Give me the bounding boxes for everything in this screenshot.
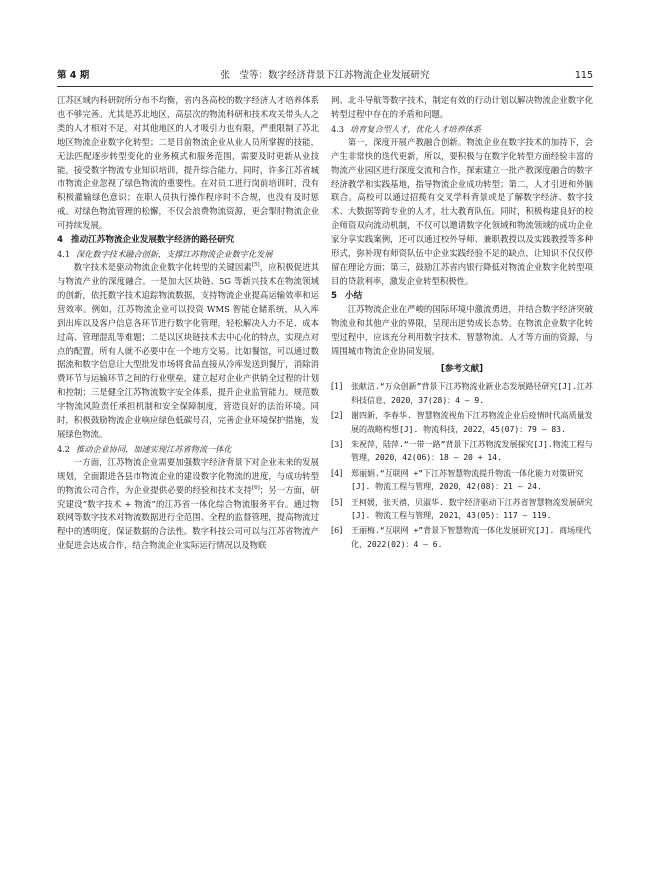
paragraph-intro: 江苏区域内科研院所分布不均衡，省内各高校的数字经济人才培养体系也不够完善。尤其是苏北地区，高层次的物流科研和技术攻关带头人之类的人才相对不足，对其他地区的人才吸引力也有限，严重限制了苏北地区物流企业数字化转型；二是目前物流企业从业人员所掌握的技能，无法匹配逐步转型变化的业务模式和服务范围，需要及时更新从业技能，接受数字物流专业知识培训，提升综合能力。同时，许多江苏省城市物流企业忽视了绿色物流的重要性。在对员工进行岗前培训时，没有积极灌输绿色意识；在职人员执行操作程序时不合规，也没有及时惩戒。对绿色物流管理的松懈，不仅会浪费物流资源，更会掣肘物流企业可持续发展。 [57,95,319,231]
section-number: 5 [331,290,337,301]
reference-item [331,524,593,551]
reference-text: 王柯媛，张天禧，贝淑华. 数字经济驱动下江苏省智慧物流发展研究[J]. 物流工程与管理，2021，43(05)：117 – 119. [351,497,593,521]
section-heading-4 [57,233,319,247]
citation: [6] [251,484,260,491]
subsection-heading-4-3 [331,122,593,136]
reference-index: [3] [331,440,343,450]
paragraph-4-1 [57,261,319,442]
header-rule [57,86,593,87]
citation: [5] [251,262,260,269]
section-title: 推动江苏物流企业发展数字经济的路径研究 [70,235,235,246]
paragraph-continued: 网、北斗导航等数字技术，制定有效的行动计划以解决物流企业数字化转型过程中存在的矛盾和问题。 [331,95,593,119]
reference-index: [4] [331,468,343,478]
section-title: 小结 [344,290,363,301]
reference-item [331,496,593,523]
subsection-heading-4-2 [57,442,319,456]
left-column [57,94,319,553]
reference-index: [5] [331,497,343,507]
reference-text: 王丽梅.“互联网 +”背景下智慧物流一体化发展研究[J]. 商场现代化，2022(02)：4 – 6. [351,526,592,549]
reference-item [331,467,593,494]
references-title: [参考文献] [440,364,484,375]
reference-text: 朱祝萍，陆萍.“一带一路”背景下江苏物流发展探究[J].物流工程与管理，2020，42(06)：18 – 20 + 14. [351,440,593,463]
paragraph-text: ，应积极促进其与物流产业的深度融合。一是加大区块链、5G 等新兴技术在物流领域的创新，依托数字技术追踪物流数据，支持物流企业提高运输效率和运营效率。例如，江苏物流企业可以投资 WMS 智能仓储系统，从入库到出库以及客户信息各环节进行数字化管理，轻松解决人力不足、成本过高、管理混乱等难题；二是以区块链技术去中心化的特点，实现点对点的配置，所有人就不必要中在一个地方交易。比如餐馆，可以通过数据流和数字信息让大型批发市场将食品直接从冷库发送到餐厅，消除消费环节与运输环节之间的行业壁垒，建立起对企业产供销全过程的计划和控制；三是健全江苏物流数字安全体系，提升企业监管能力。规范数字物流风险责任承担机制和安全保障制度，营造良好的法治环境。同时，积极鼓励物流企业响应绿色低碳号召，完善企业环境保护措施，发展绿色物流。 [57,262,320,439]
paragraph-text: 数字技术是驱动物流企业数字化转型的关键因素 [73,262,252,273]
reference-item [331,409,593,436]
subsection-title: 培育复合型人才，优化人才培养体系 [350,123,482,134]
reference-text: 张献洁.“万众创新”背景下江苏物流业新业态发展路径研究[J].江苏科技信息，2020，37(28)：4 – 9. [351,382,593,405]
section-number: 4 [57,235,63,246]
reference-text: 郑丽娟.“互联网 +”下江苏智慧物流提升物流一体化能力对策研究[J]. 物流工程与管理，2020，42(08)：21 – 24. [351,468,584,492]
paragraph-5: 江苏物流企业在严峻的国际环境中激流勇进，并结合数字经济突破物流业和其他产业的界限，呈现出逆势成长态势。在物流企业数字化转型过程中，应该充分利用数字技术、智慧物流、人才等方面的资源，与周围城市物流企业协同发展。 [331,303,593,356]
subsection-title: 深化数字技术融合创新，支撑江苏物流企业数字化发展 [76,249,273,260]
subsection-number: 4.2 [57,443,71,454]
subsection-number: 4.1 [57,249,71,260]
reference-item [331,438,593,465]
section-heading-5 [331,289,593,303]
reference-item [331,380,593,407]
paragraph-text: ；另一方面，研究建设“数字技术 + 物流”的江苏省一体化综合物流服务平台。通过物联网等数字技术对物流数据进行全范围、全程的监督管理，提高物流过程中的透明度，保证数据的合法性。数字科技公司可以与江苏省物流产业促进会达成合作，结合物流企业实际运行情况以及物联 [57,484,320,551]
paragraph-4-3: 第一，深度开展产教融合创新。物流企业在数字技术的加持下，会产生非常快的迭代更新，所以，要积极与在数字化转型方面经验丰富的物流产业园区进行深度交流和合作，探索建立一批产教深度融合的数字经济教学和实践基地，指导物流企业成功转型；第二，人才引进和外脑联合。高校可以通过招揽有交叉学科背景或是了解数字经济、数字技术、大数据等跨专业的人才，壮大教育队伍。同时，积极构建良好的校企师资双向流动机制，不仅可以邀请数字化领域和物流领域的成功企业家分享实践案例，还可以通过校外导师、兼职教授以及实践教授等多种形式，弥补现有师资队伍中企业实践经验不足的缺点，让知识不仅仅停留在理论方面；第三，鼓励江苏省内银行降低对物流企业数字化转型项目的贷款利率，激发企业转型积极性。 [331,136,593,286]
reference-index: [2] [331,411,343,421]
running-title: 张 莹等：数字经济背景下江苏物流企业发展研究 [220,70,430,81]
subsection-number: 4.3 [331,123,345,134]
page-number: 115 [574,70,593,81]
subsection-title: 推动企业协同，加速实现江苏省物流一体化 [76,443,232,454]
subsection-heading-4-1 [57,247,319,261]
paragraph-text: 一方面，江苏物流企业需要加强数字经济背景下对企业未来的发展规划，全面跟进各县市物流企业的建设数字化物流的进度，与成功转型的物流公司合作，为企业提供必要的经验和技术支持 [57,456,319,495]
references-list [331,380,593,551]
reference-index: [6] [331,526,343,536]
reference-index: [1] [331,382,343,392]
issue-number: 第 4 期 [57,70,90,81]
paragraph-4-2 [57,456,319,553]
running-header [57,68,593,84]
right-column [331,94,593,553]
reference-text: 谢四新，李春华. 智慧物流视角下江苏物流企业后疫情时代高质量发展的战略构想[J]. 物流科技，2022，45(07)：79 – 83. [351,411,593,434]
